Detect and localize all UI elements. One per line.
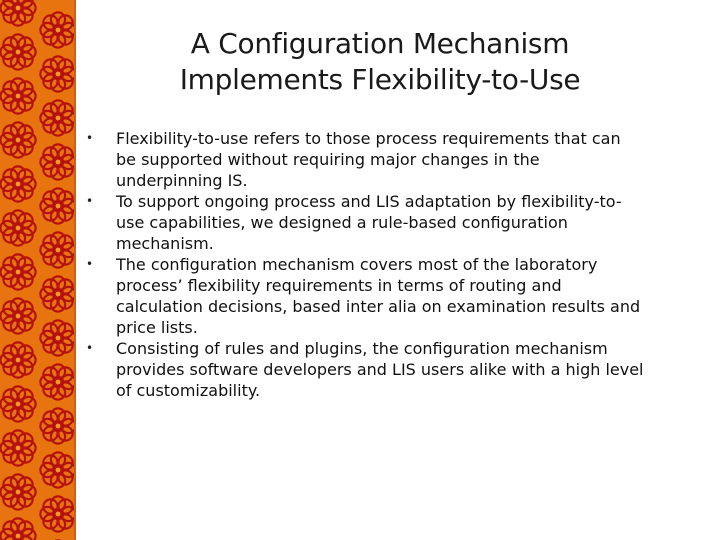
flower-motif-icon (40, 408, 75, 443)
bullet-line: of customizability. (116, 381, 261, 400)
flower-motif-icon (40, 364, 75, 399)
title-line-2: Implements Flexibility-to-Use (179, 63, 581, 96)
flower-motif-icon (0, 166, 35, 201)
flower-motif-icon (0, 342, 35, 377)
title-line-1: A Configuration Mechanism (190, 27, 570, 60)
bullet-line: process’ flexibility requirements in terms of routing and (116, 276, 562, 295)
flower-motif-icon (0, 518, 35, 540)
flower-motif-icon (0, 430, 35, 465)
side-divider (74, 0, 76, 540)
bullet-dot: • (86, 257, 94, 271)
bullet-item (84, 254, 694, 338)
bullet-line: Consisting of rules and plugins, the configuration mechanism (116, 339, 608, 358)
bullet-line: use capabilities, we designed a rule-based configuration (116, 213, 568, 232)
flower-motif-icon (0, 210, 35, 245)
flower-motif-icon (40, 232, 75, 267)
bullet-line: price lists. (116, 318, 198, 337)
bullet-list (84, 128, 694, 401)
bullet-dot: • (86, 341, 94, 355)
flower-pattern (0, 0, 76, 540)
flower-motif-icon (40, 320, 75, 355)
flower-motif-icon (0, 254, 35, 289)
flower-motif-icon (0, 298, 35, 333)
bullet-item (84, 191, 694, 254)
bullet-line: Flexibility-to-use refers to those process requirements that can (116, 129, 621, 148)
flower-motif-icon (0, 34, 35, 69)
flower-motif-icon (0, 474, 35, 509)
bullet-item (84, 128, 694, 191)
bullet-line: calculation decisions, based inter alia on examination results and (116, 297, 641, 316)
bullet-item (84, 338, 694, 401)
bullet-line: provides software developers and LIS users alike with a high level (116, 360, 644, 379)
slide-title (110, 26, 650, 98)
decorative-side-band (0, 0, 76, 540)
bullet-line: The configuration mechanism covers most of the laboratory (116, 255, 598, 274)
flower-motif-icon (40, 496, 75, 531)
flower-motif-icon (40, 452, 75, 487)
bullet-line: To support ongoing process and LIS adaptation by flexibility-to- (116, 192, 622, 211)
bullet-line: mechanism. (116, 234, 214, 253)
flower-motif-icon (40, 56, 75, 91)
bullet-line: be supported without requiring major changes in the (116, 150, 540, 169)
flower-motif-icon (0, 122, 35, 157)
flower-motif-icon (40, 276, 75, 311)
bullet-line: underpinning IS. (116, 171, 248, 190)
flower-motif-icon (40, 144, 75, 179)
bullet-dot: • (86, 131, 94, 145)
flower-motif-icon (40, 100, 75, 135)
flower-motif-icon (0, 78, 35, 113)
flower-motif-icon (0, 386, 35, 421)
flower-motif-icon (40, 188, 75, 223)
flower-motif-icon (40, 12, 75, 47)
flower-motif-icon (0, 0, 35, 26)
bullet-dot: • (86, 194, 94, 208)
